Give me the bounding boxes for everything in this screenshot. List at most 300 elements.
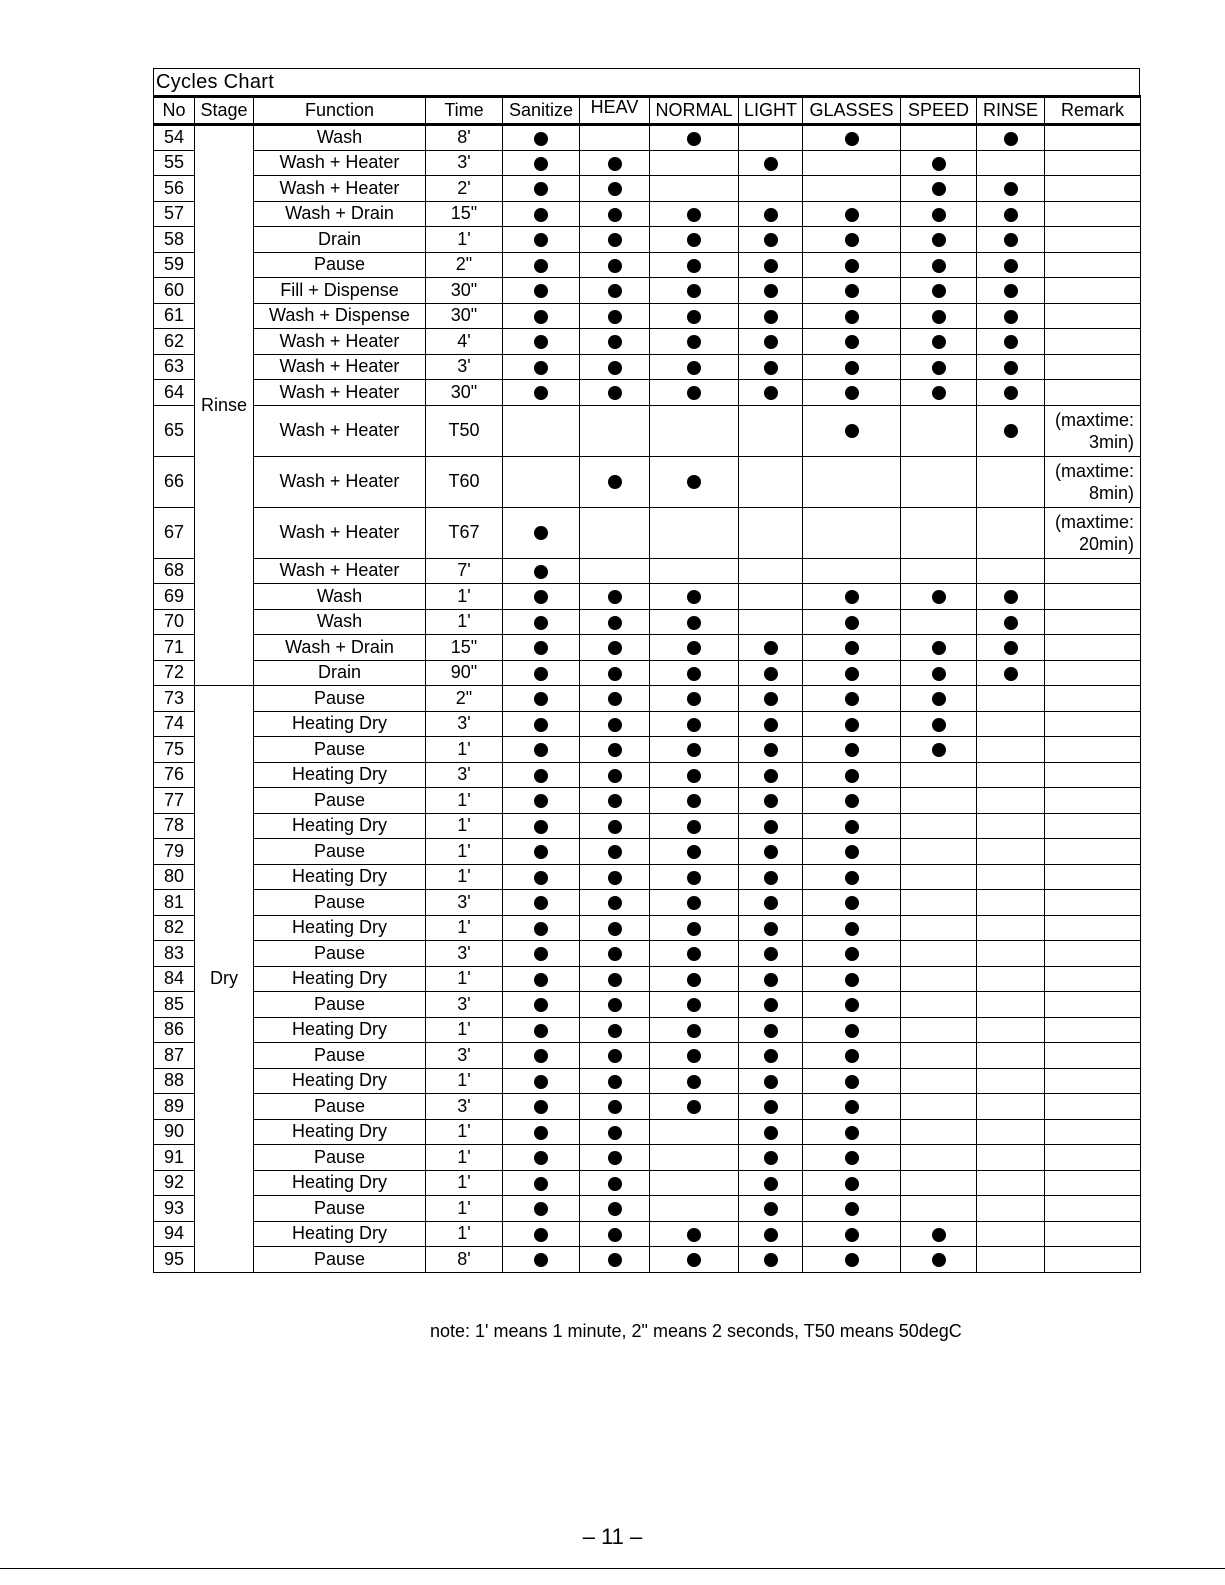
cell-no: 86 [154,1017,195,1043]
cell-no: 77 [154,788,195,814]
cell-mark-glasses [803,507,901,558]
bullet-icon [608,845,622,859]
cell-mark-speed [901,1119,977,1145]
cell-mark-glasses [803,380,901,406]
bullet-icon [534,692,548,706]
cell-function: Wash [254,584,426,610]
cell-no: 58 [154,227,195,253]
page-bottom-rule [0,1568,1225,1569]
cell-function: Wash + Heater [254,329,426,355]
cell-no: 73 [154,686,195,712]
col-header-normal: NORMAL [650,97,739,125]
cell-function: Pause [254,788,426,814]
cell-mark-normal [650,609,739,635]
cell-mark-sanitize [503,1145,580,1171]
cell-function: Wash + Heater [254,558,426,584]
cell-time: 1' [426,1221,503,1247]
table-row [154,405,1141,456]
table-row [154,915,1141,941]
cell-mark-glasses [803,1119,901,1145]
cell-mark-normal [650,176,739,202]
cell-mark-light [739,278,803,304]
cell-no: 69 [154,584,195,610]
cell-no: 68 [154,558,195,584]
cell-mark-speed [901,941,977,967]
remark-line: 8min) [1088,482,1134,503]
cell-mark-normal [650,278,739,304]
bullet-icon [608,1202,622,1216]
cell-time: 3' [426,992,503,1018]
bullet-icon [764,361,778,375]
cell-mark-light [739,405,803,456]
table-row [154,635,1141,661]
cell-remark [1045,1094,1141,1120]
table-row [154,686,1141,712]
bullet-icon [534,1228,548,1242]
cell-function: Wash + Heater [254,354,426,380]
cell-time: 3' [426,1043,503,1069]
cell-mark-glasses [803,1247,901,1273]
table-row [154,456,1141,507]
cell-mark-glasses [803,1094,901,1120]
cell-no: 71 [154,635,195,661]
bullet-icon [687,1075,701,1089]
cell-time: 1' [426,788,503,814]
bullet-icon [608,692,622,706]
cell-mark-sanitize [503,839,580,865]
cell-mark-glasses [803,915,901,941]
bullet-icon [687,1049,701,1063]
cell-mark-normal [650,1043,739,1069]
cell-mark-rinse [977,1017,1045,1043]
header-row [154,97,1141,125]
bullet-icon [932,284,946,298]
cell-mark-rinse [977,227,1045,253]
bullet-icon [932,692,946,706]
bullet-icon [687,769,701,783]
bullet-icon [932,590,946,604]
cell-mark-heav [580,660,650,686]
bullet-icon [608,871,622,885]
bullet-icon [845,1024,859,1038]
bullet-icon [764,1177,778,1191]
cell-mark-normal [650,686,739,712]
cell-mark-heav [580,890,650,916]
cell-function: Wash + Heater [254,176,426,202]
cell-mark-normal [650,507,739,558]
bullet-icon [608,947,622,961]
bullet-icon [534,526,548,540]
cell-mark-light [739,788,803,814]
cell-time: 90" [426,660,503,686]
bullet-icon [608,1100,622,1114]
cell-mark-heav [580,584,650,610]
bullet-icon [534,259,548,273]
cell-remark [1045,1043,1141,1069]
cell-mark-heav [580,711,650,737]
cell-mark-normal [650,201,739,227]
cell-mark-normal [650,1196,739,1222]
bullet-icon [845,794,859,808]
table-row [154,252,1141,278]
cell-function: Pause [254,992,426,1018]
bullet-icon [932,361,946,375]
cell-mark-heav [580,1017,650,1043]
bullet-icon [687,361,701,375]
cell-mark-rinse [977,584,1045,610]
cell-mark-speed [901,125,977,151]
cell-mark-heav [580,125,650,151]
remark-line: (maxtime: [1054,409,1134,430]
cell-remark [1045,966,1141,992]
cell-mark-sanitize [503,278,580,304]
cell-mark-heav [580,252,650,278]
cell-function: Pause [254,1247,426,1273]
bullet-icon [534,157,548,171]
table-row [154,584,1141,610]
cell-no: 57 [154,201,195,227]
bullet-icon [764,947,778,961]
cell-function: Drain [254,227,426,253]
table-row [154,966,1141,992]
cell-mark-sanitize [503,1094,580,1120]
cell-remark [1045,380,1141,406]
cell-mark-normal [650,303,739,329]
cell-mark-light [739,635,803,661]
cell-mark-sanitize [503,762,580,788]
cell-no: 93 [154,1196,195,1222]
cell-mark-heav [580,201,650,227]
cell-mark-light [739,609,803,635]
cell-remark [1045,1017,1141,1043]
cell-mark-glasses [803,252,901,278]
cell-mark-sanitize [503,1043,580,1069]
cell-time: 1' [426,1145,503,1171]
cell-remark [1045,660,1141,686]
cell-function: Pause [254,1094,426,1120]
table-row [154,864,1141,890]
cell-mark-speed [901,762,977,788]
cell-mark-heav [580,1043,650,1069]
cell-mark-rinse [977,1196,1045,1222]
cell-time: 1' [426,966,503,992]
bullet-icon [764,386,778,400]
cell-mark-heav [580,992,650,1018]
cell-remark [1045,992,1141,1018]
bullet-icon [845,973,859,987]
cell-mark-glasses [803,227,901,253]
cell-mark-glasses [803,176,901,202]
table-row [154,609,1141,635]
cell-mark-sanitize [503,864,580,890]
cell-mark-heav [580,227,650,253]
cell-mark-heav [580,1196,650,1222]
bullet-icon [687,947,701,961]
cell-mark-rinse [977,176,1045,202]
cell-mark-heav [580,839,650,865]
cell-mark-glasses [803,635,901,661]
cell-mark-rinse [977,609,1045,635]
bullet-icon [845,641,859,655]
cell-remark [1045,788,1141,814]
cell-mark-glasses [803,864,901,890]
cell-mark-glasses [803,125,901,151]
col-header-sanitize: Sanitize [503,97,580,125]
cell-mark-speed [901,890,977,916]
cell-mark-light [739,864,803,890]
table-row [154,354,1141,380]
cell-time: 3' [426,890,503,916]
cell-time: 2" [426,686,503,712]
cell-remark [1045,150,1141,176]
bullet-icon [608,1151,622,1165]
bullet-icon [764,794,778,808]
table-row [154,1068,1141,1094]
bullet-icon [608,922,622,936]
cell-mark-glasses [803,788,901,814]
cell-mark-glasses [803,558,901,584]
cell-mark-heav [580,737,650,763]
cell-time: T67 [426,507,503,558]
table-row [154,329,1141,355]
bullet-icon [932,743,946,757]
cell-stage: Rinse [195,125,254,686]
cell-mark-speed [901,609,977,635]
bullet-icon [608,1126,622,1140]
bullet-icon [687,692,701,706]
cell-function: Heating Dry [254,966,426,992]
table-row [154,380,1141,406]
cell-mark-glasses [803,737,901,763]
bullet-icon [687,794,701,808]
table-row [154,1094,1141,1120]
bullet-icon [845,1177,859,1191]
cell-no: 76 [154,762,195,788]
table-row [154,303,1141,329]
cell-mark-glasses [803,150,901,176]
bullet-icon [845,1151,859,1165]
bullet-icon [764,973,778,987]
table-row [154,125,1141,151]
cell-mark-speed [901,380,977,406]
bullet-icon [764,820,778,834]
cell-remark [1045,864,1141,890]
cell-function: Heating Dry [254,762,426,788]
bullet-icon [932,1253,946,1267]
cell-mark-normal [650,788,739,814]
cell-time: T60 [426,456,503,507]
cell-mark-speed [901,584,977,610]
bullet-icon [534,973,548,987]
cell-no: 75 [154,737,195,763]
cell-mark-sanitize [503,405,580,456]
cell-mark-light [739,176,803,202]
bullet-icon [845,1075,859,1089]
cell-mark-normal [650,558,739,584]
cell-mark-speed [901,1170,977,1196]
cell-mark-light [739,584,803,610]
bullet-icon [534,335,548,349]
cell-mark-speed [901,150,977,176]
cell-remark [1045,1068,1141,1094]
cell-mark-normal [650,1094,739,1120]
cell-mark-normal [650,711,739,737]
bullet-icon [764,233,778,247]
cell-mark-speed [901,966,977,992]
cell-no: 63 [154,354,195,380]
cell-mark-glasses [803,1145,901,1171]
cell-time: 1' [426,915,503,941]
bullet-icon [932,182,946,196]
bullet-icon [845,871,859,885]
bullet-icon [764,335,778,349]
cell-mark-heav [580,813,650,839]
bullet-icon [1004,259,1018,273]
cell-mark-speed [901,992,977,1018]
bullet-icon [764,998,778,1012]
bullet-icon [534,896,548,910]
table-row [154,737,1141,763]
bullet-icon [687,1228,701,1242]
cell-mark-glasses [803,813,901,839]
bullet-icon [764,157,778,171]
cell-mark-sanitize [503,813,580,839]
cell-mark-rinse [977,660,1045,686]
cell-function: Pause [254,1145,426,1171]
cell-mark-heav [580,278,650,304]
cell-time: 1' [426,1170,503,1196]
cell-mark-rinse [977,1043,1045,1069]
bullet-icon [845,1253,859,1267]
cell-mark-rinse [977,150,1045,176]
bullet-icon [845,1100,859,1114]
cell-mark-rinse [977,1094,1045,1120]
bullet-icon [534,208,548,222]
cell-mark-speed [901,839,977,865]
bullet-icon [608,259,622,273]
cell-mark-light [739,558,803,584]
cell-mark-speed [901,507,977,558]
bullet-icon [1004,132,1018,146]
bullet-icon [687,922,701,936]
bullet-icon [845,1126,859,1140]
bullet-icon [608,1049,622,1063]
cell-mark-normal [650,1145,739,1171]
cell-mark-heav [580,762,650,788]
cell-mark-speed [901,1094,977,1120]
bullet-icon [687,310,701,324]
col-header-stage: Stage [195,97,254,125]
cell-mark-glasses [803,966,901,992]
cell-mark-sanitize [503,915,580,941]
col-header-function: Function [254,97,426,125]
cell-no: 85 [154,992,195,1018]
bullet-icon [764,1126,778,1140]
cell-remark [1045,1145,1141,1171]
bullet-icon [608,794,622,808]
cell-remark [1045,201,1141,227]
cell-mark-rinse [977,1247,1045,1273]
cell-time: 1' [426,584,503,610]
table-row [154,890,1141,916]
table-row [154,762,1141,788]
cell-mark-sanitize [503,150,580,176]
cell-mark-sanitize [503,1196,580,1222]
cell-mark-sanitize [503,1017,580,1043]
cell-mark-heav [580,507,650,558]
bullet-icon [1004,182,1018,196]
bullet-icon [764,259,778,273]
cell-remark [1045,303,1141,329]
cell-function: Pause [254,686,426,712]
cell-mark-sanitize [503,941,580,967]
cell-function: Wash + Heater [254,507,426,558]
cell-time: 3' [426,711,503,737]
cell-function: Wash + Drain [254,635,426,661]
bullet-icon [608,157,622,171]
cell-remark [1045,558,1141,584]
bullet-icon [687,590,701,604]
cell-mark-rinse [977,788,1045,814]
bullet-icon [764,310,778,324]
cell-mark-rinse [977,1119,1045,1145]
cell-mark-sanitize [503,1170,580,1196]
cell-mark-heav [580,1247,650,1273]
cell-function: Wash + Dispense [254,303,426,329]
cell-mark-light [739,813,803,839]
col-header-glasses: GLASSES [803,97,901,125]
cell-mark-glasses [803,1221,901,1247]
bullet-icon [764,922,778,936]
bullet-icon [1004,233,1018,247]
cell-remark [1045,1119,1141,1145]
bullet-icon [608,386,622,400]
cell-mark-normal [650,992,739,1018]
cell-function: Wash + Heater [254,405,426,456]
cell-mark-sanitize [503,507,580,558]
cell-remark [1045,176,1141,202]
cell-mark-rinse [977,405,1045,456]
cell-mark-rinse [977,839,1045,865]
bullet-icon [534,845,548,859]
bullet-icon [932,335,946,349]
cell-mark-glasses [803,201,901,227]
cell-mark-light [739,1119,803,1145]
bullet-icon [608,310,622,324]
cell-remark [1045,813,1141,839]
cell-mark-speed [901,456,977,507]
cell-remark [1045,839,1141,865]
cell-mark-light [739,762,803,788]
cell-time: 1' [426,1068,503,1094]
bullet-icon [845,998,859,1012]
bullet-icon [845,1202,859,1216]
bullet-icon [845,335,859,349]
cell-mark-normal [650,635,739,661]
cell-function: Heating Dry [254,1221,426,1247]
cell-mark-normal [650,660,739,686]
cell-mark-light [739,227,803,253]
cell-mark-light [739,839,803,865]
bullet-icon [534,1126,548,1140]
cell-time: 3' [426,354,503,380]
bullet-icon [764,1024,778,1038]
cell-function: Wash [254,609,426,635]
bullet-icon [932,386,946,400]
cell-mark-heav [580,864,650,890]
cell-mark-rinse [977,864,1045,890]
cell-remark [1045,609,1141,635]
